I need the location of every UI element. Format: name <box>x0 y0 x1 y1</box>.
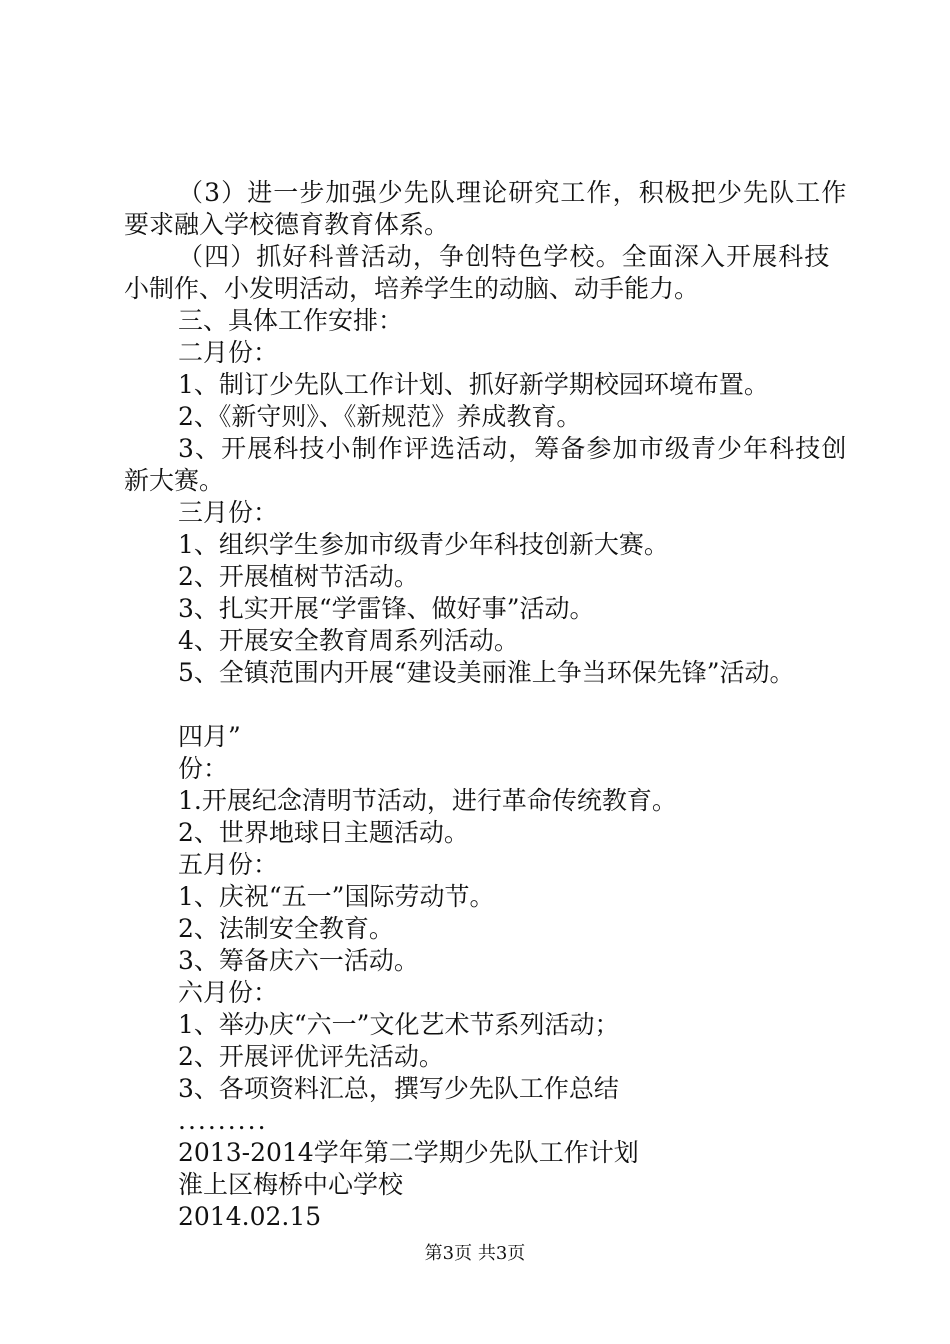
list-item: 2、法制安全教育。 <box>178 914 394 943</box>
list-item: 1、组织学生参加市级青少年科技创新大赛。 <box>178 530 669 559</box>
paragraph-line: （四）抓好科普活动，争创特色学校。全面深入开展科技 <box>178 242 831 271</box>
list-item: 1、庆祝“五一”国际劳动节。 <box>178 882 495 911</box>
list-item: 1、举办庆“六一”文化艺术节系列活动； <box>178 1010 620 1039</box>
page-number-footer: 第3页 共3页 <box>424 1243 526 1264</box>
list-item: 4、开展安全教育周系列活动。 <box>178 626 519 655</box>
document-title: 2013-2014学年第二学期少先队工作计划 <box>178 1138 639 1167</box>
month-heading: 五月份： <box>178 850 279 879</box>
paragraph-line: 要求融入学校德育教育体系。 <box>124 210 450 239</box>
list-item: 2、开展植树节活动。 <box>178 562 419 591</box>
paragraph-line: （3）进一步加强少先队理论研究工作，积极把少先队工作 <box>178 178 848 207</box>
list-item: 2、开展评优评先活动。 <box>178 1042 444 1071</box>
list-item: 3、筹备庆六一活动。 <box>178 946 419 975</box>
list-item: 3、扎实开展“学雷锋、做好事”活动。 <box>178 594 595 623</box>
month-heading: 三月份： <box>178 498 279 527</box>
month-heading: 二月份： <box>178 338 279 367</box>
list-item: 1.开展纪念清明节活动，进行革命传统教育。 <box>178 786 677 815</box>
list-item: 2、世界地球日主题活动。 <box>178 818 469 847</box>
section-heading: 三、具体工作安排： <box>178 306 404 335</box>
list-item: 3、开展科技小制作评选活动，筹备参加市级青少年科技创 <box>178 434 848 463</box>
list-item-continuation: 新大赛。 <box>124 466 225 495</box>
list-item: 2、《新守则》、《新规范》养成教育。 <box>178 402 582 431</box>
paragraph-line: 小制作、小发明活动，培养学生的动脑、动手能力。 <box>124 274 700 303</box>
school-name: 淮上区梅桥中心学校 <box>178 1170 404 1199</box>
month-heading-continuation: 份： <box>178 754 229 783</box>
list-item: 1、制订少先队工作计划、抓好新学期校园环境布置。 <box>178 370 769 399</box>
ellipsis-dots: ......... <box>178 1106 268 1135</box>
month-heading: 四月” <box>178 722 241 751</box>
list-item: 3、各项资料汇总，撰写少先队工作总结 <box>178 1074 619 1103</box>
list-item: 5、全镇范围内开展“建设美丽淮上争当环保先锋”活动。 <box>178 658 795 687</box>
document-date: 2014.02.15 <box>178 1202 322 1231</box>
month-heading: 六月份： <box>178 978 279 1007</box>
